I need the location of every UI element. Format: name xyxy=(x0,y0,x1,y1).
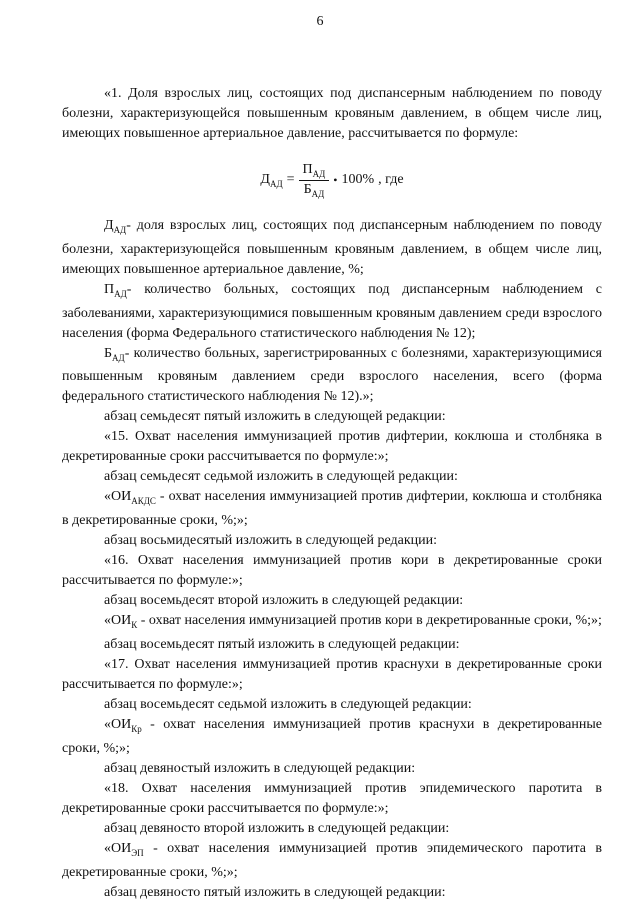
formula-dad xyxy=(62,150,602,210)
definition-dad: $Д_{АД}-$ доля взрослых лиц, состоящих под диспансерным наблюдением по поводу болезни, характеризующейся повышенным кровяным давлением, в общем числе лиц, имеющих повышенное артериальное давление, %; xyxy=(62,218,602,277)
amendment-line: «16. Охват населения иммунизацией против кори в декретированные сроки рассчитывается по формуле:»; xyxy=(62,553,602,589)
amendment-line: абзац восемьдесят второй изложить в следующей редакции: xyxy=(104,593,464,609)
amendment-line: абзац девяностый изложить в следующей редакции: xyxy=(104,760,416,776)
amendment-line: абзац семьдесят пятый изложить в следующей редакции: xyxy=(104,409,446,425)
amendment-line: «$ОИ_{АКДС}$ - охват населения иммунизацией против дифтерии, коклюша и столбняка в декретированные сроки, %;»; xyxy=(62,489,602,529)
amendment-line: абзац восьмидесятый изложить в следующей редакции: xyxy=(104,533,438,549)
amendment-line: абзац семьдесят седьмой изложить в следующей редакции: xyxy=(104,469,458,485)
formula-fraction xyxy=(299,162,330,199)
amendment-line: абзац девяносто пятый изложить в следующей редакции: xyxy=(104,884,446,900)
amendment-line: абзац девяносто второй изложить в следующей редакции: xyxy=(104,820,450,836)
definition-bad: $Б_{АД}-$ количество больных, зарегистрированных с болезнями, характеризующимися повышенным кровяным давлением среди взрослого населения, всего (форма федерального статистического наблюдения № 12).»; xyxy=(62,345,602,405)
formula-equals: = xyxy=(286,172,295,187)
amendment-line: «$ОИ_{Кр}$ - охват населения иммунизацией против краснухи в декретированные сроки, %;»; xyxy=(62,716,602,756)
formula-tail: , где xyxy=(378,172,404,187)
formula-numerator: $П_{АД}$ xyxy=(299,162,330,181)
intro-paragraph: «1. Доля взрослых лиц, состоящих под диспансерным наблюдением по поводу болезни, характеризующейся повышенным кровяным давлением, в общем числе лиц, имеющих повышенное артериальное давление, рассчитывается по формуле: xyxy=(62,86,602,141)
formula-denominator: $Б_{АД}$ xyxy=(303,181,325,199)
amendment-line: «$ОИ_К$ - охват населения иммунизацией против кори в декретированные сроки, %;»; xyxy=(104,613,602,630)
formula-lhs: $Д_{АД}$ xyxy=(260,171,283,189)
amendment-line: «18. Охват населения иммунизацией против эпидемического паротита в декретированные сроки рассчитывается по формуле:»; xyxy=(62,780,602,816)
amendment-line: «$ОИ_{ЭП}$ - охват населения иммунизацией против эпидемического паротита в декретированные сроки, %;»; xyxy=(62,840,602,880)
formula-multiply: • xyxy=(333,172,338,187)
formula-factor: 100% xyxy=(341,172,375,187)
document-body xyxy=(62,84,602,903)
amendment-line: «15. Охват населения иммунизацией против дифтерии, коклюша и столбняка в декретированные сроки рассчитывается по формуле:»; xyxy=(62,429,602,465)
amendment-line: абзац восемьдесят седьмой изложить в следующей редакции: xyxy=(104,696,472,712)
amendment-line: абзац восемьдесят пятый изложить в следующей редакции: xyxy=(104,636,460,652)
definition-pad: $П_{АД}-$ количество больных, состоящих под диспансерным наблюдением с заболеваниями, характеризующимися повышенным кровяным давлением среди взрослого населения (форма Федерального статистического наблюдения № 12); xyxy=(62,281,602,341)
page-number: 6 xyxy=(316,14,324,29)
amendment-line: «17. Охват населения иммунизацией против краснухи в декретированные сроки рассчитывается по формуле:»; xyxy=(62,656,602,692)
